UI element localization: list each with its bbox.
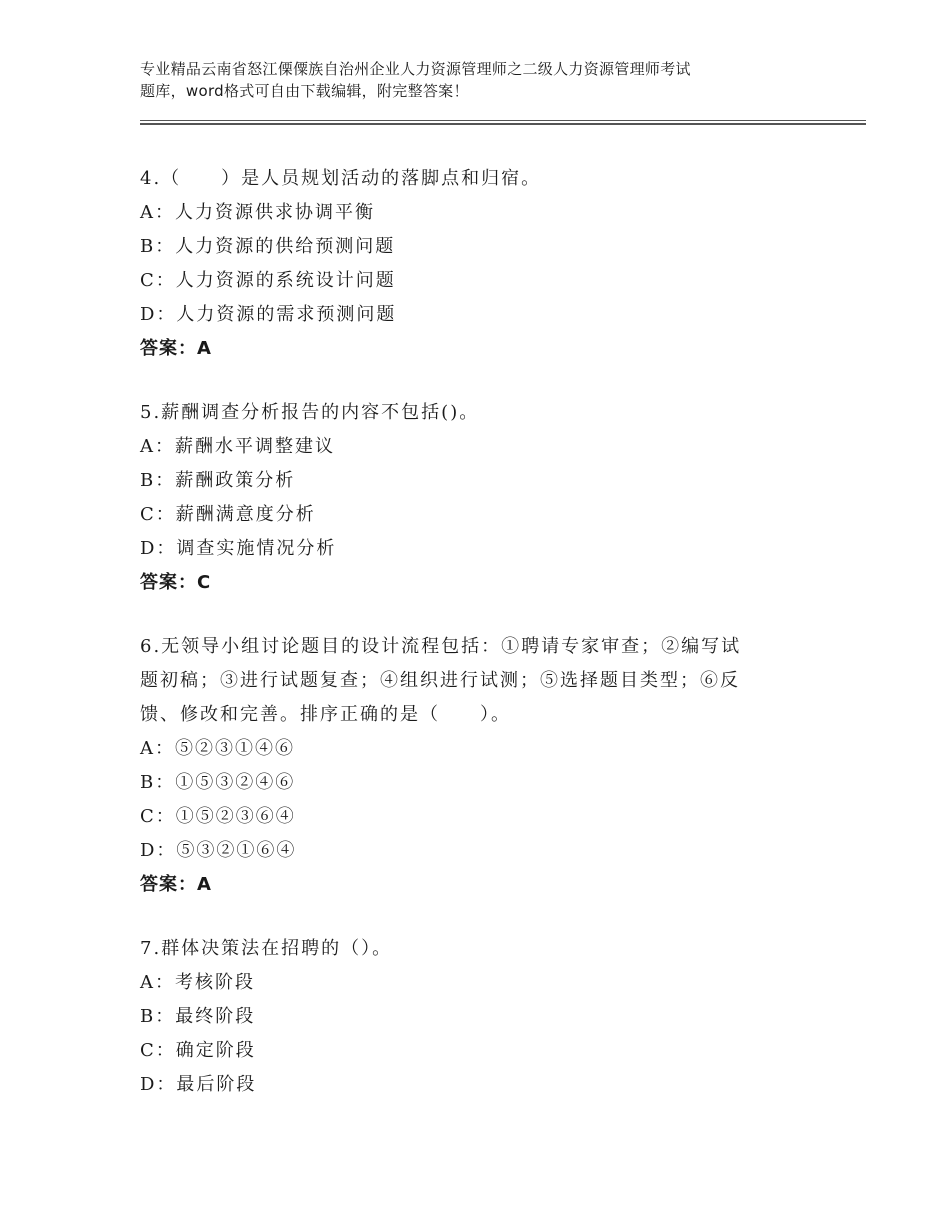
option-d: D：调查实施情况分析 (140, 538, 337, 559)
question-list (140, 162, 840, 1132)
question-stem-line-3: 馈、修改和完善。排序正确的是（ ）。 (140, 704, 511, 725)
answer: 答案：C (140, 572, 212, 593)
document-header (140, 58, 830, 102)
question-stem-line-1: 6.无领导小组讨论题目的设计流程包括：①聘请专家审查；②编写试 (140, 636, 742, 657)
question-6 (140, 630, 840, 902)
option-a: A：⑤②③①④⑥ (140, 738, 295, 759)
option-c: C：薪酬满意度分析 (140, 504, 316, 525)
option-d: D：最后阶段 (140, 1074, 257, 1095)
question-stem: 4.（ ）是人员规划活动的落脚点和归宿。 (140, 168, 542, 189)
option-a: A：考核阶段 (140, 972, 255, 993)
option-a: A：人力资源供求协调平衡 (140, 202, 375, 223)
question-5 (140, 396, 840, 600)
answer: 答案：A (140, 338, 212, 359)
option-a: A：薪酬水平调整建议 (140, 436, 335, 457)
answer: 答案：A (140, 874, 212, 895)
option-b: B：人力资源的供给预测问题 (140, 236, 396, 257)
option-d: D：人力资源的需求预测问题 (140, 304, 397, 325)
question-stem: 7.群体决策法在招聘的（）。 (140, 938, 393, 959)
question-7 (140, 932, 840, 1102)
question-4 (140, 162, 840, 366)
header-rule-thick (140, 123, 866, 125)
option-b: B：最终阶段 (140, 1006, 256, 1027)
question-stem-line-2: 题初稿；③进行试题复查；④组织进行试测；⑤选择题目类型；⑥反 (140, 670, 740, 691)
option-b: B：①⑤③②④⑥ (140, 772, 296, 793)
option-c: C：①⑤②③⑥④ (140, 806, 296, 827)
header-line-2: 题库，word格式可自由下载编辑，附完整答案！ (140, 82, 469, 100)
option-b: B：薪酬政策分析 (140, 470, 296, 491)
option-c: C：确定阶段 (140, 1040, 256, 1061)
option-c: C：人力资源的系统设计问题 (140, 270, 396, 291)
header-line-1: 专业精品云南省怒江傈僳族自治州企业人力资源管理师之二级人力资源管理师考试 (140, 60, 691, 78)
question-stem: 5.薪酬调查分析报告的内容不包括()。 (140, 402, 480, 423)
header-rule-thin (140, 120, 866, 121)
option-d: D：⑤③②①⑥④ (140, 840, 297, 861)
